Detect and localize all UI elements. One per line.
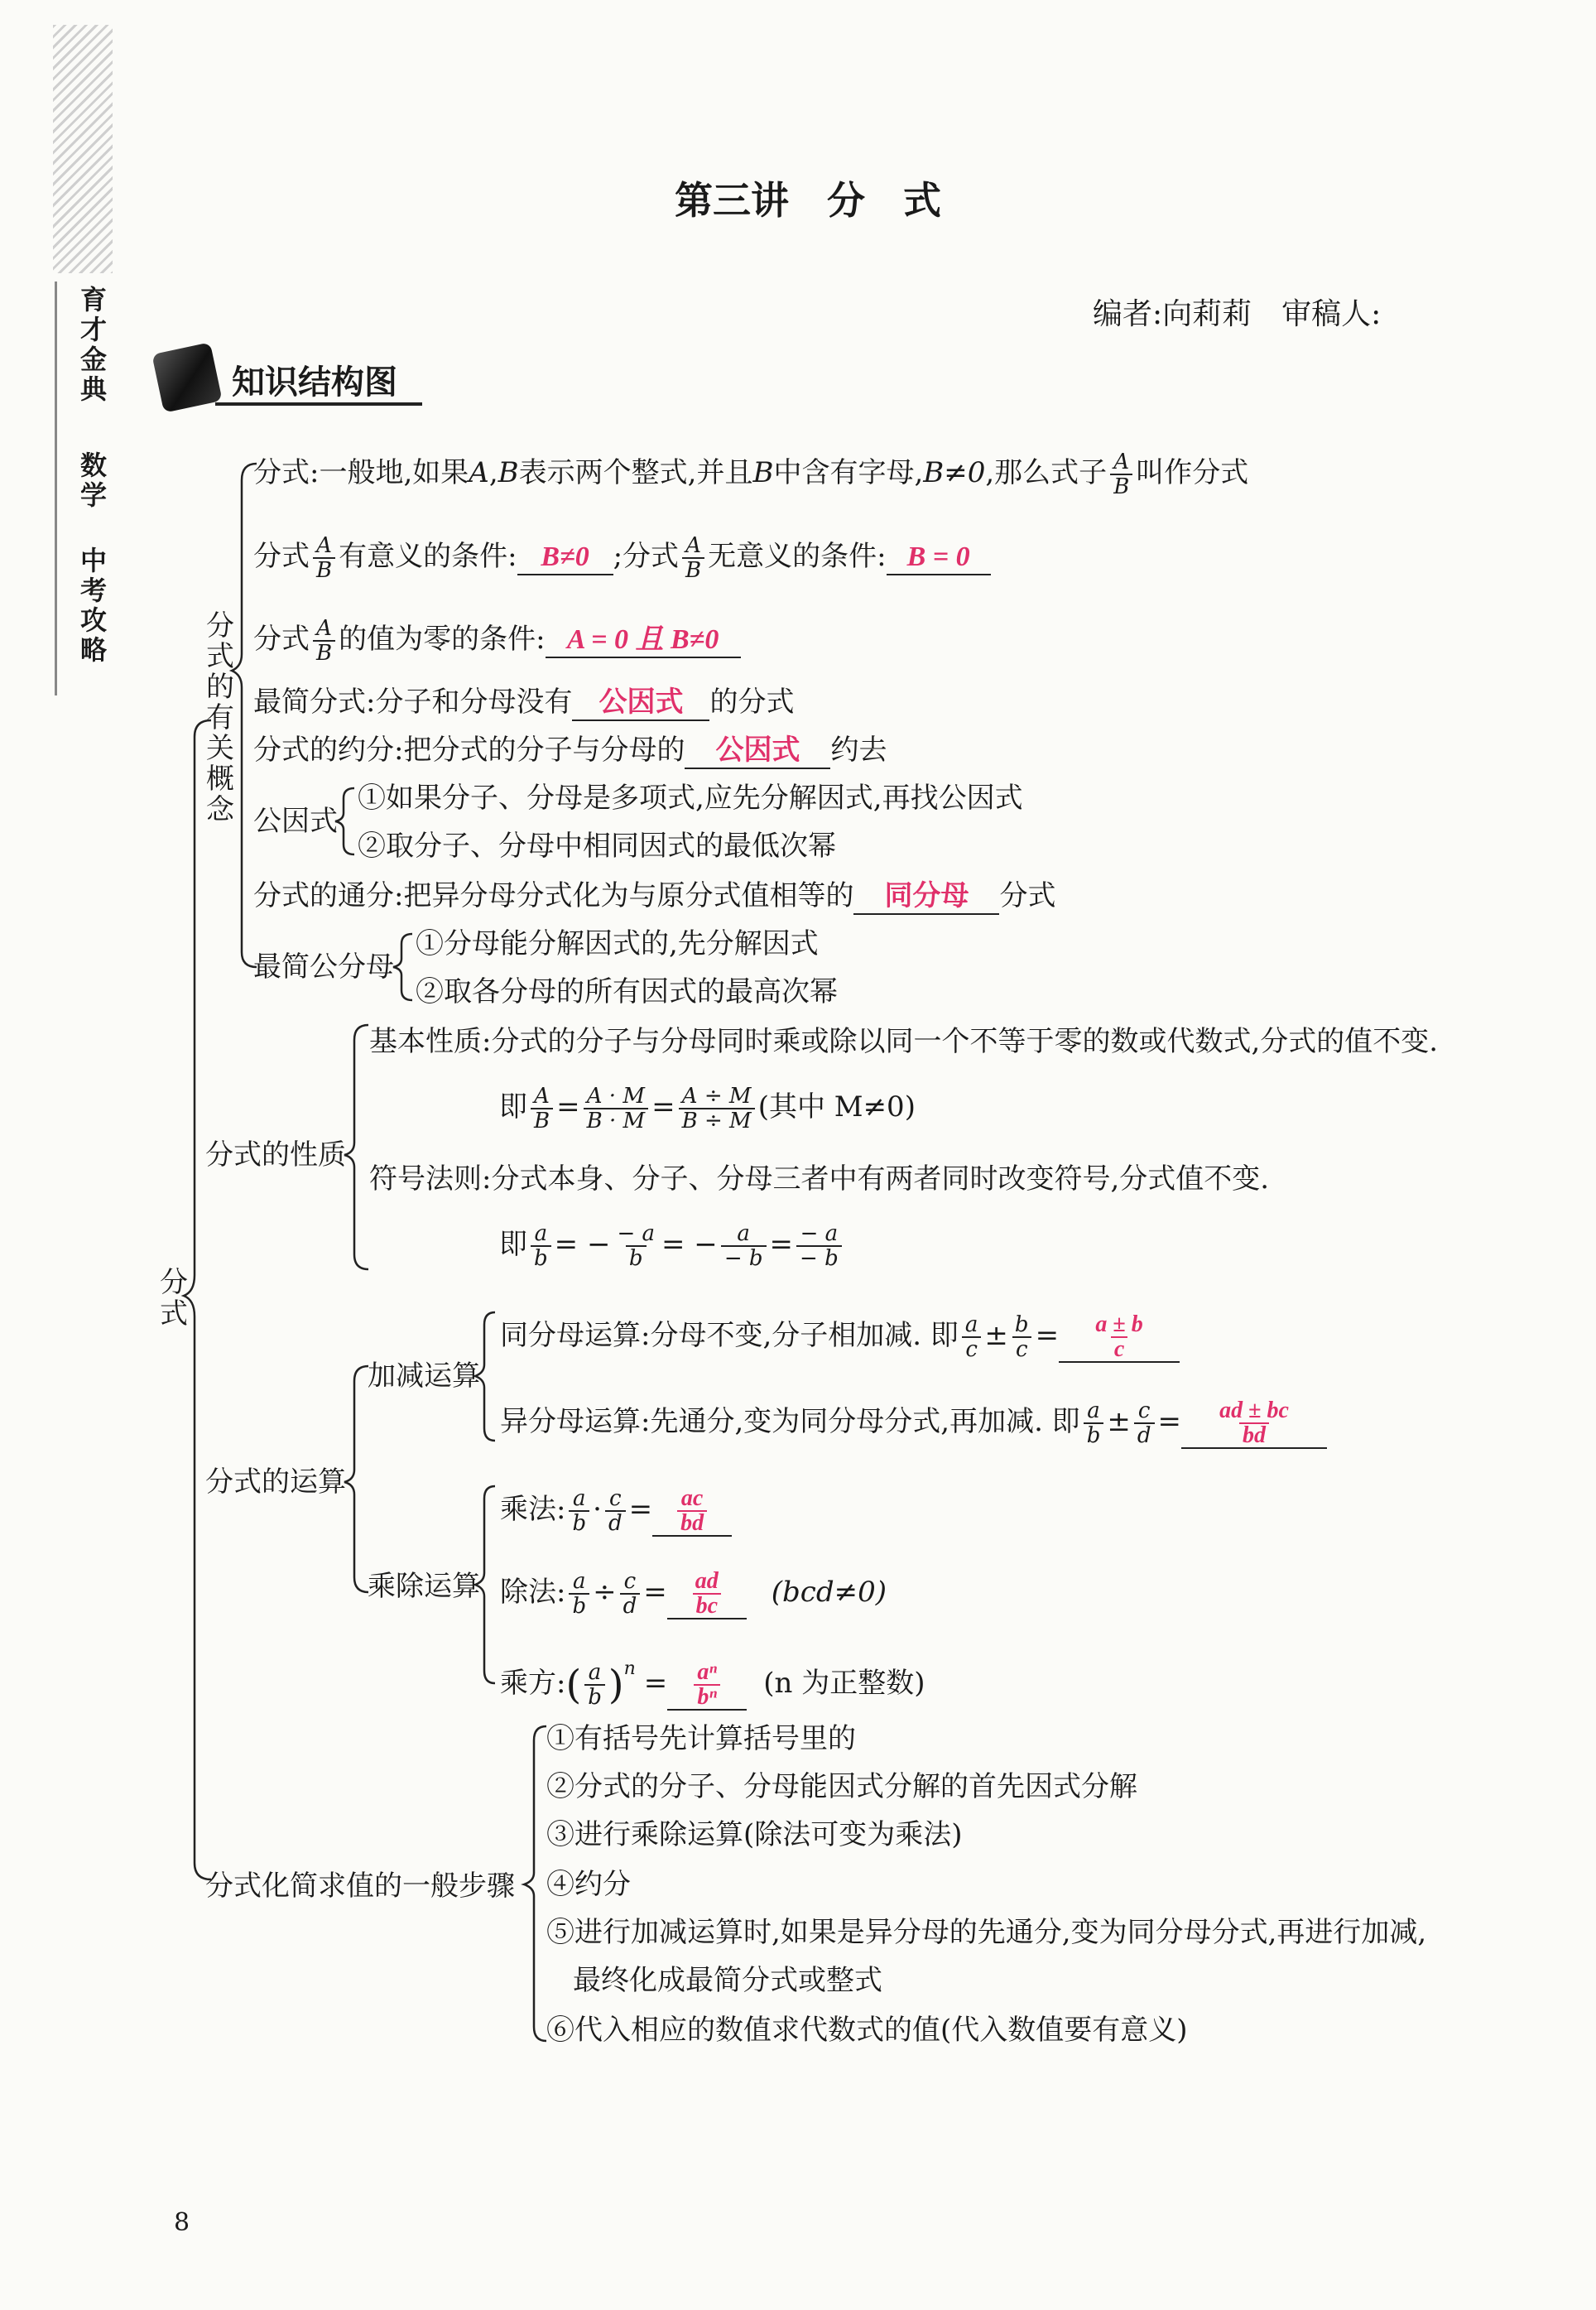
root-text: 分式 xyxy=(160,1266,188,1331)
answer-reduce: 公因式 xyxy=(685,734,830,769)
frac-num: A ÷ M xyxy=(681,1084,752,1109)
answer-div xyxy=(692,1570,722,1618)
equals: = xyxy=(628,1493,653,1526)
muldiv-label: 乘除运算 xyxy=(368,1570,480,1603)
definition-comma: , xyxy=(488,456,498,489)
page-number: 8 xyxy=(174,2208,190,2237)
frac-num: c xyxy=(608,1486,622,1511)
divide: ÷ xyxy=(593,1576,617,1609)
sign-frac-1 xyxy=(531,1222,551,1270)
frac-num: − a xyxy=(800,1221,839,1246)
frac-num: A xyxy=(534,1084,550,1109)
answer-common-denom: 同分母 xyxy=(853,880,999,915)
sign-formula xyxy=(499,1222,845,1270)
sign-frac-3 xyxy=(721,1222,767,1270)
pow-exponent: n xyxy=(623,1658,636,1679)
frac-num: a xyxy=(964,1312,978,1337)
frac-den: b xyxy=(1084,1422,1104,1447)
root-label xyxy=(157,1267,190,1330)
answer-simplest: 公因式 xyxy=(572,686,709,721)
properties-label: 分式的性质 xyxy=(205,1138,346,1172)
frac-num: b xyxy=(1014,1312,1029,1337)
diff-pre: 异分母运算:先通分,变为同分母分式,再加减. 即 xyxy=(500,1405,1080,1438)
frac-num: ad xyxy=(695,1568,719,1594)
addsub-label: 加减运算 xyxy=(368,1360,480,1393)
plus-minus: ± xyxy=(1107,1405,1131,1438)
frac-num: a xyxy=(1087,1398,1100,1423)
step-2: ②分式的分子、分母能因式分解的首先因式分解 xyxy=(546,1770,1137,1803)
frac-den: B ÷ M xyxy=(679,1108,755,1133)
sidebar-book: 育才金典 xyxy=(76,286,108,405)
frac-num: − a xyxy=(617,1221,656,1246)
equals: = xyxy=(651,1090,675,1124)
frac-den: B xyxy=(313,640,335,665)
definition-mid: 表示两个整式,并且 xyxy=(518,456,753,489)
addsub-same-row xyxy=(500,1313,1180,1363)
frac-num: aⁿ xyxy=(697,1659,718,1685)
equals: = xyxy=(643,1667,668,1700)
zero-pre: 分式 xyxy=(253,623,310,656)
meaningful-mid: 有意义的条件: xyxy=(339,540,517,573)
answer-meaningless: B = 0 xyxy=(887,541,991,575)
editor-credit: 编者:向莉莉 审稿人: xyxy=(1093,297,1382,331)
paren-open: ( xyxy=(565,1662,582,1708)
definition-post: ,那么式子 xyxy=(985,456,1108,489)
section-header: 知识结构图 xyxy=(232,363,397,402)
zero-row xyxy=(253,617,741,665)
concepts-label xyxy=(204,611,237,825)
answer-meaningful: B≠0 xyxy=(517,541,613,575)
sidebar-series: 中考攻略 xyxy=(76,546,108,666)
frac-den: B xyxy=(682,557,704,582)
div-pre: 除法: xyxy=(500,1576,566,1609)
frac-num: a xyxy=(737,1221,750,1246)
simplest-pre: 最简分式:分子和分母没有 xyxy=(253,686,573,719)
answer-pow xyxy=(694,1661,720,1709)
frac-num: A xyxy=(316,533,332,558)
step-1: ①有括号先计算括号里的 xyxy=(546,1722,856,1755)
answer-mul xyxy=(677,1487,707,1535)
diff-frac-1 xyxy=(1084,1399,1104,1447)
definition-A: A xyxy=(469,456,489,489)
frac-den: B xyxy=(313,557,335,582)
reduce-row xyxy=(253,734,887,769)
frac-num: A xyxy=(316,616,332,641)
reduce-pre: 分式的约分:把分式的分子与分母的 xyxy=(253,734,685,767)
step-5: ⑤进行加减运算时,如果是异分母的先通分,变为同分母分式,再进行加减, xyxy=(546,1916,1427,1949)
definition-B2: B xyxy=(752,456,774,489)
frac-den: B · M xyxy=(584,1108,649,1133)
frac-den: c xyxy=(962,1336,981,1361)
frac-den: bd xyxy=(1239,1422,1269,1447)
frac-den: B xyxy=(1110,474,1132,498)
zero-mid: 的值为零的条件: xyxy=(339,623,546,656)
zero-fraction xyxy=(313,617,335,665)
answer-diff-denom xyxy=(1216,1399,1292,1447)
same-pre: 同分母运算:分母不变,分子相加减. 即 xyxy=(500,1319,959,1352)
common-denom-pre: 分式的通分:把异分母分式化为与原分式值相等的 xyxy=(253,879,854,912)
pow-note: (n 为正整数) xyxy=(763,1667,925,1700)
definition-fraction xyxy=(1110,450,1132,498)
page-title: 第三讲 分 式 xyxy=(675,178,941,223)
diff-frac-2 xyxy=(1134,1399,1155,1447)
equals: = xyxy=(643,1576,667,1609)
basic-formula-pre: 即 xyxy=(499,1090,527,1124)
lcd-label: 最简公分母 xyxy=(253,950,394,984)
definition-pre: 分式:一般地,如果 xyxy=(253,456,469,489)
frac-num: a xyxy=(573,1486,586,1511)
same-frac-1 xyxy=(962,1313,982,1361)
lcd-item-2: ②取各分母的所有因式的最高次幂 xyxy=(416,975,838,1008)
frac-den: bⁿ xyxy=(694,1684,720,1709)
frac-den: bc xyxy=(693,1593,721,1618)
frac-num: c xyxy=(1137,1398,1151,1423)
frac-den: − b xyxy=(721,1245,767,1270)
times: · xyxy=(593,1493,602,1526)
concepts-text: 分式的有关概念 xyxy=(206,609,234,826)
mul-row xyxy=(500,1487,732,1537)
frac-den: b xyxy=(626,1245,647,1270)
frac-den: b xyxy=(584,1684,605,1709)
equals-minus: = − xyxy=(554,1228,611,1261)
frac-den: c xyxy=(1111,1336,1127,1361)
meaningless-mid: 无意义的条件: xyxy=(708,540,887,573)
equals: = xyxy=(1035,1319,1060,1352)
equals: = xyxy=(769,1228,794,1261)
meaningful-sep: ;分式 xyxy=(613,540,680,573)
frac-den: − b xyxy=(796,1245,842,1270)
frac-num: a ± b xyxy=(1095,1311,1143,1337)
div-row xyxy=(500,1570,887,1619)
step-4: ④约分 xyxy=(546,1868,631,1901)
simplest-row xyxy=(253,686,794,721)
div-frac-2 xyxy=(620,1570,641,1618)
definition-row xyxy=(253,450,1248,498)
meaningful-fraction xyxy=(313,534,335,582)
sign-frac-2 xyxy=(613,1222,658,1270)
frac-num: A xyxy=(685,533,701,558)
frac-den: d xyxy=(620,1593,641,1618)
sidebar-subject: 数学 xyxy=(76,451,108,511)
common-denom-row xyxy=(253,879,1055,915)
basic-frac-2 xyxy=(584,1085,649,1133)
sign-formula-pre: 即 xyxy=(499,1228,527,1261)
frac-den: c xyxy=(1012,1336,1031,1361)
pow-pre: 乘方: xyxy=(500,1667,566,1700)
frac-num: ac xyxy=(680,1485,704,1511)
step-3: ③进行乘除运算(除法可变为乘法) xyxy=(546,1818,963,1851)
basic-property: 基本性质:分式的分子与分母同时乘或除以同一个不等于零的数或代数式,分式的值不变. xyxy=(369,1025,1439,1058)
pow-frac xyxy=(584,1661,605,1709)
common-factor-item-1: ①如果分子、分母是多项式,应先分解因式,再找公因式 xyxy=(358,782,1023,815)
frac-den: d xyxy=(1134,1422,1155,1447)
mul-frac-1 xyxy=(569,1487,589,1535)
frac-den: d xyxy=(605,1510,626,1535)
steps-label: 分式化简求值的一般步骤 xyxy=(205,1870,515,1903)
addsub-diff-row xyxy=(500,1399,1327,1449)
frac-num: a xyxy=(573,1569,586,1594)
equals: = xyxy=(1157,1405,1181,1438)
definition-B: B xyxy=(498,456,519,489)
frac-num: A xyxy=(1113,450,1130,474)
frac-num: c xyxy=(623,1569,637,1594)
frac-den: bd xyxy=(677,1510,707,1535)
common-denom-post: 分式 xyxy=(999,879,1056,912)
mul-pre: 乘法: xyxy=(500,1493,566,1526)
step-6: ⑥代入相应的数值求代数式的值(代入数值要有意义) xyxy=(546,2014,1188,2047)
frac-den: B xyxy=(531,1108,553,1133)
paren-close: ) xyxy=(608,1662,624,1708)
frac-num: a xyxy=(534,1221,548,1246)
definition-mid2: 中含有字母, xyxy=(773,456,924,489)
reduce-post: 约去 xyxy=(830,734,887,767)
frac-num: ad ± bc xyxy=(1219,1398,1289,1423)
frac-den: b xyxy=(569,1510,589,1535)
basic-formula xyxy=(499,1085,916,1133)
lcd-item-1: ①分母能分解因式的,先分解因式 xyxy=(416,927,819,960)
sign-rule: 符号法则:分式本身、分子、分母三者中有两者同时改变符号,分式值不变. xyxy=(369,1162,1270,1196)
div-frac-1 xyxy=(569,1570,589,1618)
basic-frac-3 xyxy=(679,1085,755,1133)
answer-same-denom xyxy=(1092,1313,1146,1361)
definition-cond: B≠0 xyxy=(923,456,986,489)
basic-formula-post: (其中 M≠0) xyxy=(757,1090,916,1124)
simplest-post: 的分式 xyxy=(709,686,795,719)
div-note: (bcd≠0) xyxy=(771,1576,887,1609)
operations-label: 分式的运算 xyxy=(205,1465,346,1499)
pow-row xyxy=(500,1653,925,1711)
frac-num: A · M xyxy=(586,1084,645,1109)
equals: = xyxy=(556,1090,580,1124)
answer-zero: A = 0 且 B≠0 xyxy=(546,623,741,658)
frac-den: b xyxy=(569,1593,589,1618)
meaningful-pre: 分式 xyxy=(253,540,310,573)
common-factor-label: 公因式 xyxy=(253,805,338,838)
frac-num: a xyxy=(588,1660,602,1685)
meaningless-fraction xyxy=(682,534,704,582)
plus-minus: ± xyxy=(984,1319,1008,1352)
basic-frac-1 xyxy=(531,1085,553,1133)
equals-minus: = − xyxy=(661,1228,718,1261)
meaningful-row xyxy=(253,534,991,582)
step-5-cont: 最终化成最简分式或整式 xyxy=(573,1964,882,1997)
same-frac-2 xyxy=(1012,1313,1032,1361)
mul-frac-2 xyxy=(605,1487,626,1535)
common-factor-item-2: ②取分子、分母中相同因式的最低次幂 xyxy=(358,830,836,863)
definition-end: 叫作分式 xyxy=(1136,456,1249,489)
sign-frac-4 xyxy=(796,1222,842,1270)
frac-den: b xyxy=(531,1245,551,1270)
